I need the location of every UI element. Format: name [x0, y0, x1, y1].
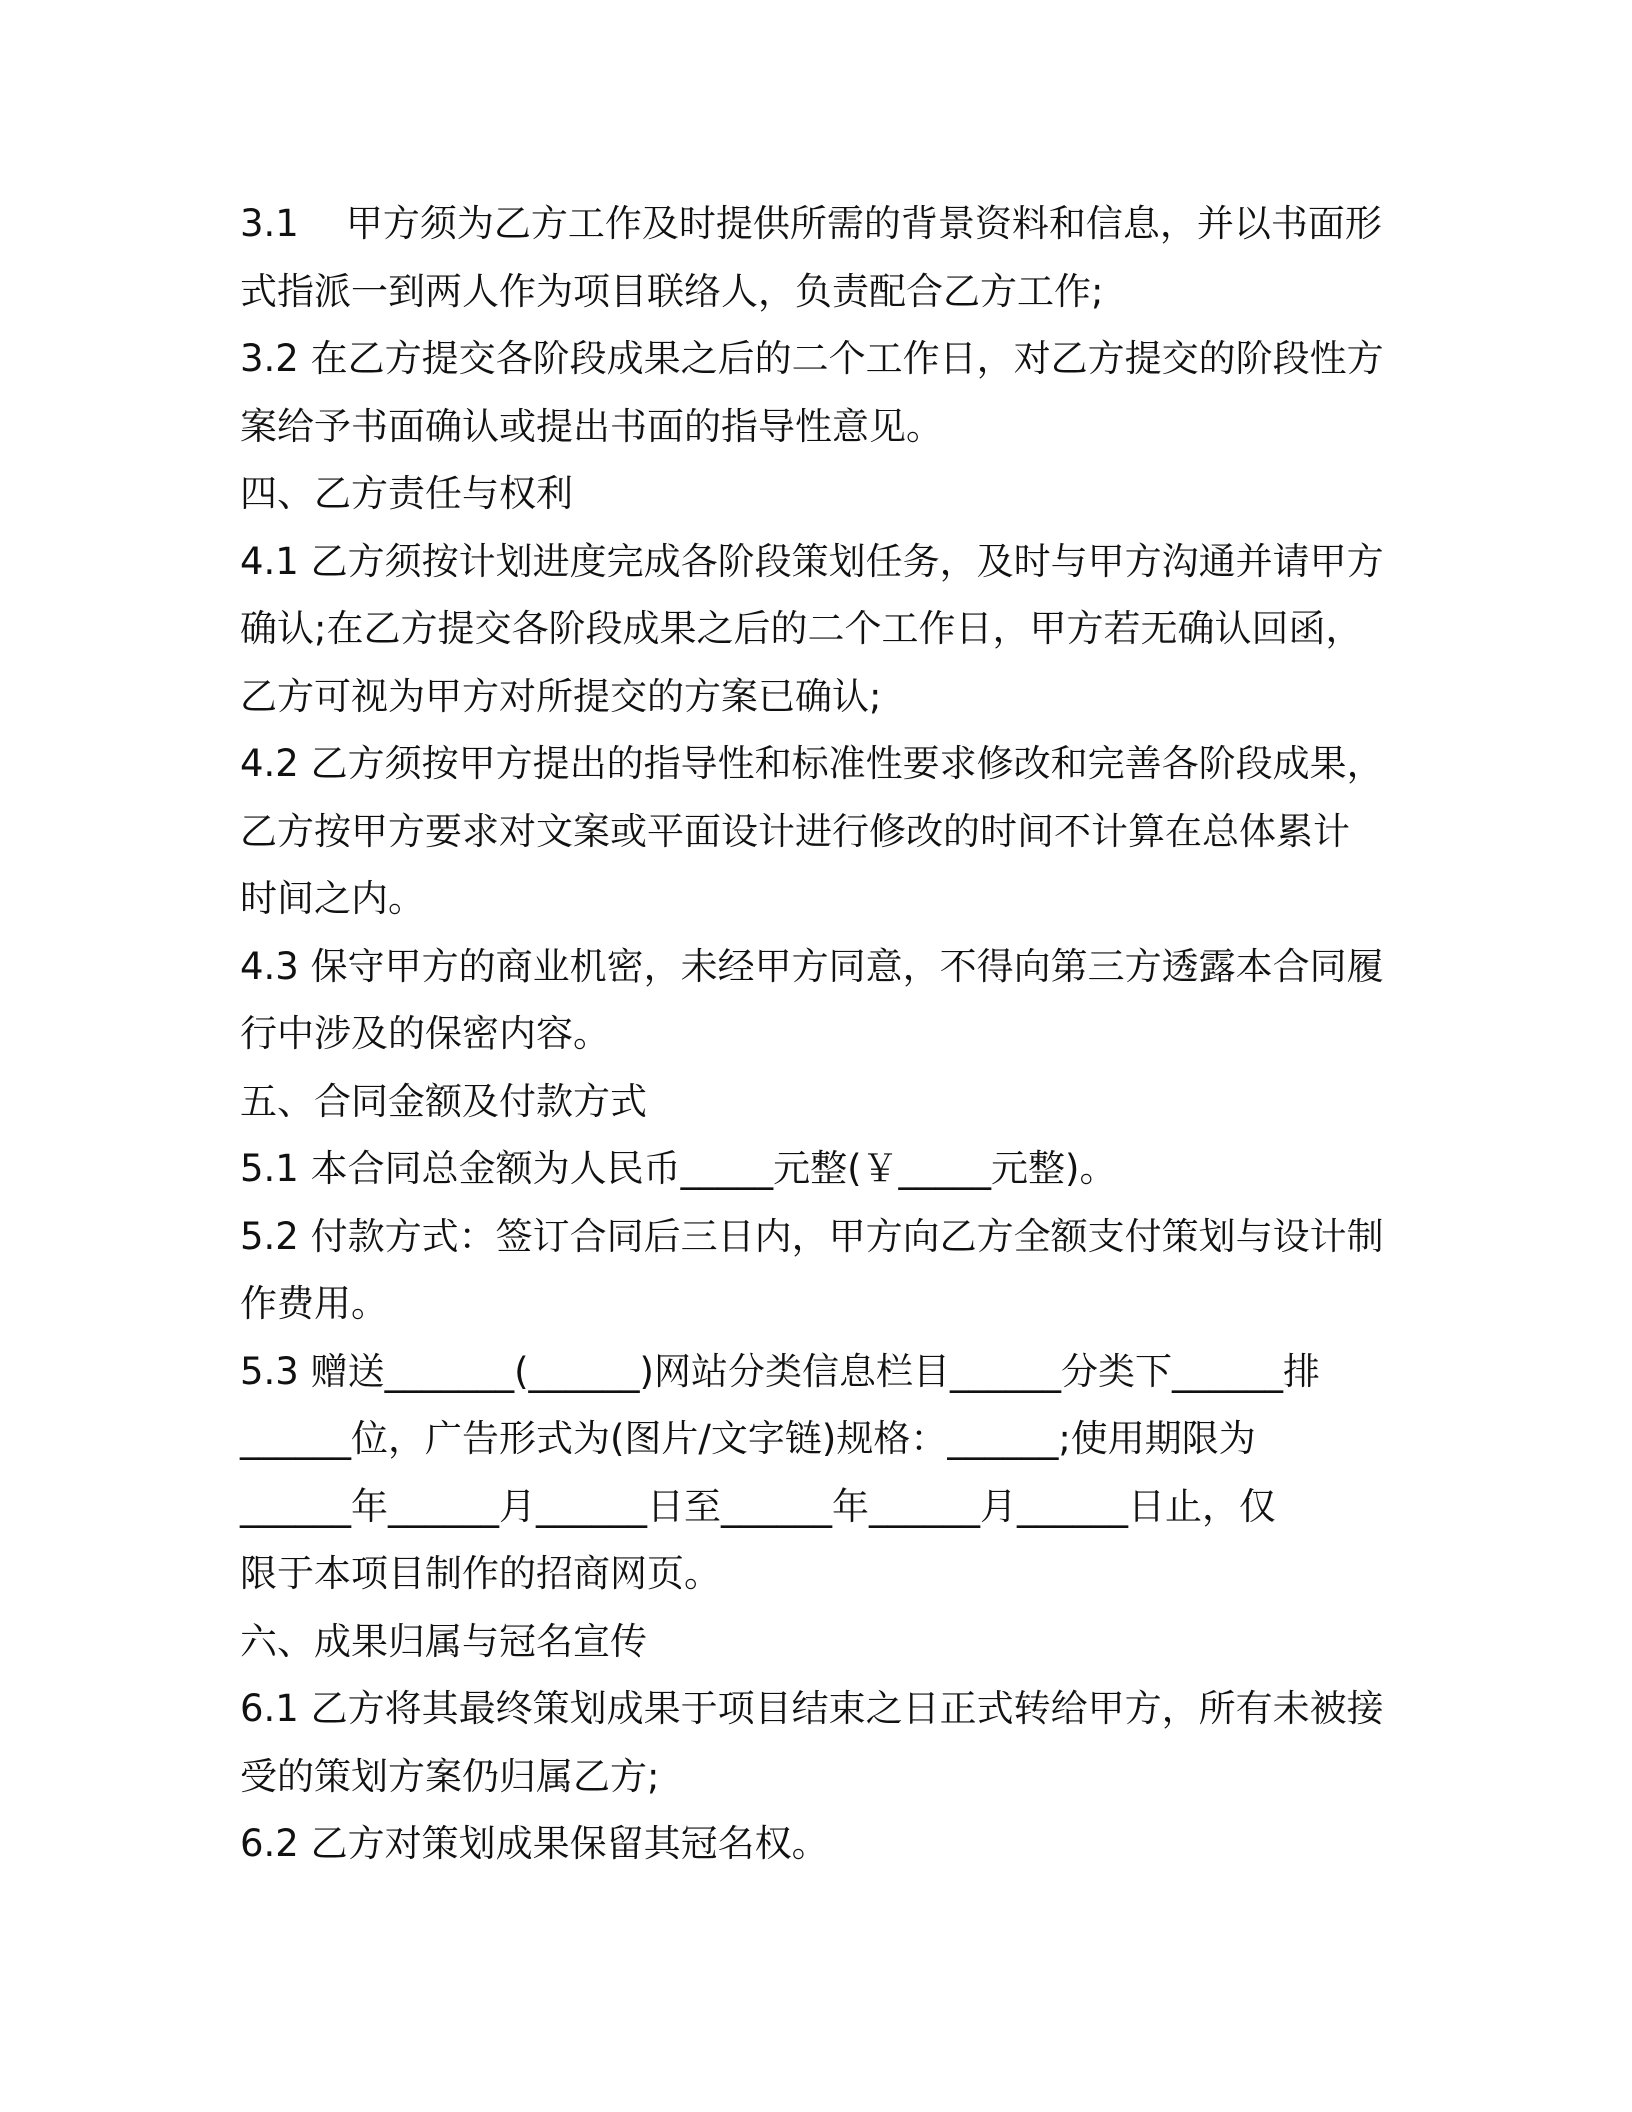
clause-4-3-line-2: 行中涉及的保密内容。: [240, 1012, 610, 1055]
clause-4-3-line-1: 4.3 保守甲方的商业机密，未经甲方同意，不得向第三方透露本合同履: [240, 944, 1384, 988]
clause-4-1-line-3: 乙方可视为甲方对所提交的方案已确认;: [240, 674, 882, 718]
clause-6-2: 6.2 乙方对策划成果保留其冠名权。: [240, 1822, 829, 1865]
clause-4-1-line-1: 4.1 乙方须按计划进度完成各阶段策划任务，及时与甲方沟通并请甲方: [240, 539, 1384, 583]
section-6-heading: 六、成果归属与冠名宣传: [240, 1619, 647, 1663]
section-4-heading: 四、乙方责任与权利: [240, 472, 573, 515]
clause-5-3-line-3: ______年______月______日至______年______月______日止，仅: [240, 1484, 1276, 1528]
clause-5-3-line-1: 5.3 赠送_______(______)网站分类信息栏目______分类下______排: [240, 1349, 1320, 1393]
section-5-heading: 五、合同金额及付款方式: [240, 1079, 647, 1123]
clause-3-2-line-1: 3.2 在乙方提交各阶段成果之后的二个工作日，对乙方提交的阶段性方: [240, 337, 1384, 380]
clause-4-2-line-3: 时间之内。: [240, 877, 425, 920]
clause-5-1: 5.1 本合同总金额为人民币_____元整(￥_____元整)。: [240, 1147, 1117, 1190]
clause-4-1-line-2: 确认;在乙方提交各阶段成果之后的二个工作日，甲方若无确认回函，: [240, 607, 1363, 650]
clause-5-2-line-2: 作费用。: [240, 1282, 388, 1325]
clause-6-1-line-1: 6.1 乙方将其最终策划成果于项目结束之日正式转给甲方，所有未被接: [240, 1687, 1384, 1730]
clause-5-3-line-4: 限于本项目制作的招商网页。: [240, 1552, 721, 1595]
clause-4-2-line-1: 4.2 乙方须按甲方提出的指导性和标准性要求修改和完善各阶段成果，: [240, 742, 1384, 785]
clause-6-1-line-2: 受的策划方案仍归属乙方;: [240, 1754, 660, 1798]
clause-5-3-line-2: ______位，广告形式为(图片/文字链)规格：______;使用期限为: [240, 1417, 1256, 1460]
clause-5-2-line-1: 5.2 付款方式：签订合同后三日内，甲方向乙方全额支付策划与设计制: [240, 1214, 1384, 1258]
clause-3-2-line-2: 案给予书面确认或提出书面的指导性意见。: [240, 404, 943, 448]
clause-3-1-line-2: 式指派一到两人作为项目联络人，负责配合乙方工作;: [240, 269, 1104, 313]
contract-page: [240, 190, 1420, 1878]
clause-3-1-line-1: 3.1 甲方须为乙方工作及时提供所需的背景资料和信息，并以书面形: [240, 202, 1382, 245]
clause-4-2-line-2: 乙方按甲方要求对文案或平面设计进行修改的时间不计算在总体累计: [240, 809, 1350, 853]
